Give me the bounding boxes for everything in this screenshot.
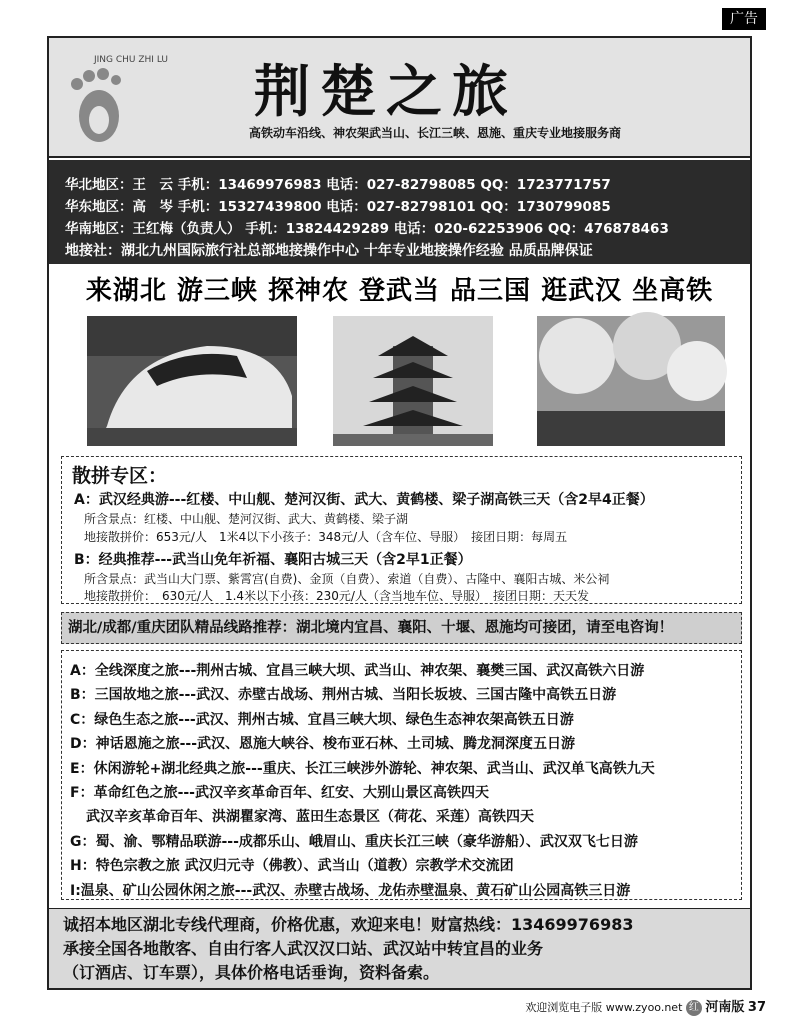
route-c: C：绿色生态之旅---武汉、荆州古城、宜昌三峡大坝、绿色生态神农架高铁五日游 <box>70 711 574 728</box>
route-e: E：休闲游轮+湖北经典之旅---重庆、长江三峡涉外游轮、神农架、武当山、武汉单飞高铁九天 <box>70 760 655 777</box>
yellow-crane-tower-photo <box>333 316 493 446</box>
tour-a-price: 地接散拼价：653元/人 1米4以下小孩子：348元/人（含车位、导服） 接团日期：每周五 <box>84 530 568 544</box>
logo-lettering: JING CHU ZHI LU <box>94 55 168 65</box>
tour-a-title: A：武汉经典游---红楼、中山舰、楚河汉街、武大、黄鹤楼、梁子湖高铁三天（含2早4正餐） <box>74 492 654 508</box>
recruit-line: 诚招本地区湖北专线代理商，价格优惠，欢迎来电！财富热线：13469976983 <box>63 915 634 934</box>
booking-line: （订酒店、订车票），具体价格电话垂询，资料备索。 <box>63 963 440 982</box>
route-b: B：三国故地之旅---武汉、赤壁古战场、荆州古城、当阳长坂坡、三国古隆中高铁五日游 <box>70 687 617 704</box>
ad-frame <box>47 36 752 990</box>
header <box>49 38 750 158</box>
footprint-logo <box>59 48 168 148</box>
ad-tag: 广告 <box>722 8 766 30</box>
transfer-line: 承接全国各地散客、自由行客人武汉汉口站、武汉站中转宜昌的业务 <box>63 939 544 958</box>
group-tour-section <box>61 456 742 604</box>
agency-line: 地接社：湖北九州国际旅行社总部地接操作中心 十年专业地接操作经验 品质品牌保证 <box>65 243 593 259</box>
slogan: 来湖北 游三峡 探神农 登武当 品三国 逛武汉 坐高铁 <box>85 276 714 306</box>
contact-south: 华南地区：王红梅（负责人） 手机：13824429289 电话：020-62253906 QQ：476878463 <box>65 221 669 237</box>
high-speed-train-photo <box>87 316 297 446</box>
route-f: F：革命红色之旅---武汉辛亥革命百年、红安、大别山景区高铁四天 <box>70 784 489 801</box>
route-g: G：蜀、渝、鄂精品联游---成都乐山、峨眉山、重庆长江三峡（豪华游船）、武汉双飞七日游 <box>70 833 638 850</box>
hong-badge-icon: 红 <box>686 1000 702 1016</box>
page-number: 37 <box>747 1000 766 1015</box>
agent-recruit-section <box>49 908 750 988</box>
route-i: I:温泉、矿山公园休闲之旅---武汉、赤壁古战场、龙佑赤壁温泉、黄石矿山公园高铁三日游 <box>70 882 631 899</box>
tour-b-sights: 所含景点：武当山大门票、紫霄宫(自费)、金顶（自费）、索道（自费）、古隆中、襄阳古城、米公祠 <box>84 572 610 586</box>
route-list <box>61 650 742 900</box>
brand-title: 荆楚之旅 <box>254 59 518 125</box>
tour-b-price: 地接散拼价： 630元/人 1.4米以下小孩：230元/人（含当地车位、导服） 接团日期：天天发 <box>84 589 589 603</box>
contact-panel <box>49 160 750 264</box>
contact-north: 华北地区：王 云 手机：13469976983 电话：027-82798085 QQ：1723771757 <box>65 177 611 193</box>
contact-east: 华东地区：高 岑 手机：15327439800 电话：027-82798101 QQ：1730799085 <box>65 199 611 215</box>
route-d: D：神话恩施之旅---武汉、恩施大峡谷、梭布亚石林、土司城、腾龙洞深度五日游 <box>70 736 576 753</box>
route-h: H：特色宗教之旅 武汉归元寺（佛教）、武当山（道教）宗教学术交流团 <box>70 858 514 875</box>
cherry-blossom-photo <box>537 316 725 446</box>
recommend-bar: 湖北/成都/重庆团队精品线路推荐：湖北境内宜昌、襄阳、十堰、恩施均可接团，请至电咨询！ <box>61 612 742 644</box>
route-a: A：全线深度之旅---荆州古城、宜昌三峡大坝、武当山、神农架、襄樊三国、武汉高铁六日游 <box>70 663 645 679</box>
page-footer <box>525 996 766 1016</box>
brand-subtitle: 高铁动车沿线、神农架武当山、长江三峡、恩施、重庆专业地接服务商 <box>249 126 622 140</box>
edition-label: 河南版 <box>705 1000 745 1015</box>
route-f-alt: 武汉辛亥革命百年、洪湖瞿家湾、蓝田生态景区（荷花、采莲）高铁四天 <box>86 809 534 826</box>
tour-b-title: B：经典推荐---武当山免年祈福、襄阳古城三天（含2早1正餐） <box>74 552 472 568</box>
site-link-text: 欢迎浏览电子版 www.zyoo.net <box>525 1001 683 1014</box>
tour-a-sights: 所含景点：红楼、中山舰、楚河汉街、武大、黄鹤楼、梁子湖 <box>84 512 409 526</box>
group-tour-title: 散拼专区： <box>72 465 168 487</box>
